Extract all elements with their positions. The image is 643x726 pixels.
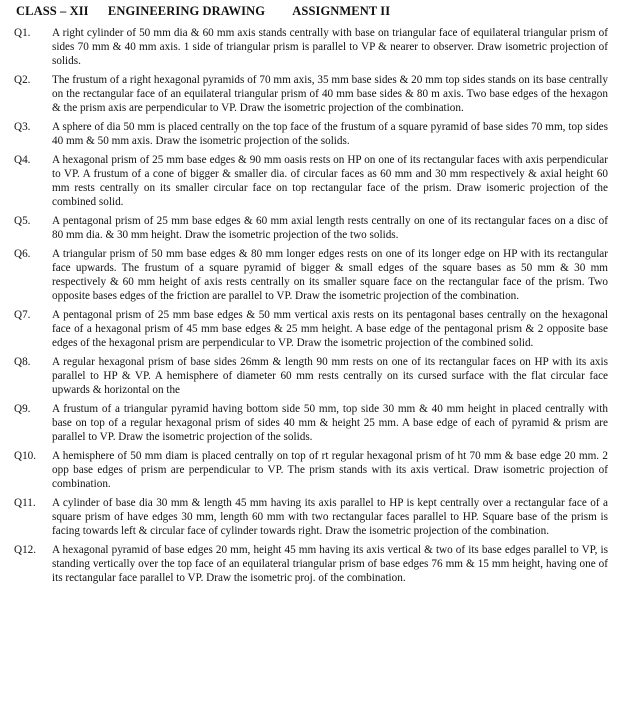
question-number: Q9.	[14, 403, 31, 415]
question-number: Q11.	[14, 497, 36, 509]
question-text: A right cylinder of 50 mm dia & 60 mm axis stands centrally with base on triangular face of equilateral triangular prism of sides 70 mm & 40 mm axis. 1 side of triangular prism is parallel to VP & nearer to observer. Draw isometric projection of solids.	[52, 27, 608, 67]
question-text: A triangular prism of 50 mm base edges & 80 mm longer edges rests on one of its longer edge on HP with its rectangular face upwards. The frustum of a square pyramid of bigger & small edges of the square bases as 50 mm & 30 mm respectively & 60 mm height of axis rests centrally on its smaller square face on the rectangular face of the prism. Two opposite bases edges of the friction are parallel to VP. Draw the isometric projection of the combination.	[52, 248, 608, 302]
question-item	[14, 449, 608, 491]
question-item	[14, 26, 608, 68]
question-text: A sphere of dia 50 mm is placed centrally on the top face of the frustum of a square pyramid of base sides 70 mm, top sides 40 mm & 50 mm axis. Draw the isometric projection of the solids.	[52, 121, 608, 147]
class-label: CLASS – XII	[16, 4, 89, 18]
question-number: Q3.	[14, 121, 31, 133]
subject-label: ENGINEERING DRAWING	[107, 4, 266, 18]
question-item	[14, 120, 608, 148]
page-header	[16, 4, 390, 19]
question-item	[14, 543, 608, 585]
question-text: A hexagonal pyramid of base edges 20 mm, height 45 mm having its axis vertical & two of its base edges parallel to VP, is standing vertically over the top face of an equilateral triangular prism of base edges 76 mm & 15 mm height, having one of its rectangular face parallel to VP. Draw the isometric proj. of the combination.	[52, 544, 608, 584]
question-text: A cylinder of base dia 30 mm & length 45 mm having its axis parallel to HP is kept centrally over a rectangular face of a square prism of have edges 30 mm, length 60 mm with two rectangular faces parallel to HP. Square base of the prism is facing towards left & circular face of cylinder towards right. Draw the isometric projection of the combination.	[52, 497, 608, 537]
question-item	[14, 355, 608, 397]
question-text: A hexagonal prism of 25 mm base edges & 90 mm oasis rests on HP on one of its rectangular faces with axis perpendicular to VP. A frustum of a cone of bigger & smaller dia. of circular faces as 60 mm and 30 mm respectively & axial height 60 mm rests centrally on its smaller circular face on top rectangular face of the prism. Draw isomeric projection of the combined solid.	[52, 154, 608, 208]
question-text: A pentagonal prism of 25 mm base edges & 50 mm vertical axis rests on its pentagonal bases centrally on the hexagonal face of a hexagonal prism of 45 mm base edges & 25 mm height. A base edge of the pentagonal prism & 2 opposite base edges of the hexagonal prism are perpendicular to VP. Draw the isometric projection of the combined solid.	[52, 309, 608, 349]
question-list	[14, 26, 608, 590]
question-item	[14, 73, 608, 115]
question-item	[14, 402, 608, 444]
question-number: Q5.	[14, 215, 31, 227]
question-number: Q4.	[14, 154, 31, 166]
question-text: A pentagonal prism of 25 mm base edges & 60 mm axial length rests centrally on one of its rectangular faces on a disc of 80 mm dia. & 30 mm height. Draw the isometric projection of the two solids.	[52, 215, 608, 241]
assignment-title: ASSIGNMENT II	[292, 4, 391, 18]
question-item	[14, 308, 608, 350]
question-number: Q6.	[14, 248, 31, 260]
question-item	[14, 247, 608, 303]
question-number: Q2.	[14, 74, 31, 86]
question-item	[14, 214, 608, 242]
question-number: Q8.	[14, 356, 31, 368]
question-item	[14, 496, 608, 538]
question-text: A regular hexagonal prism of base sides 26mm & length 90 mm rests on one of its rectangular faces on HP with its axis parallel to HP & VP. A hemisphere of diameter 60 mm rests centrally on its cursed surface with the flat circular face upwards & horizontal on the	[52, 356, 608, 396]
question-number: Q12.	[14, 544, 37, 556]
question-text: A frustum of a triangular pyramid having bottom side 50 mm, top side 30 mm & 40 mm height in placed centrally with base on top of a regular hexagonal prism of sides 40 mm & height 25 mm. A base edge of each of pyramid & prism are parallel to VP. Draw the isometric projection of the solids.	[52, 403, 608, 443]
question-text: A hemisphere of 50 mm diam is placed centrally on top of rt regular hexagonal prism of ht 70 mm & base edge 20 mm. 2 opp base edges of prism are perpendicular to VP. The prism stands with its axis vertical. Draw isometric projection of combination.	[52, 450, 608, 490]
question-item	[14, 153, 608, 209]
question-number: Q7.	[14, 309, 31, 321]
question-number: Q10.	[14, 450, 37, 462]
question-number: Q1.	[14, 27, 31, 39]
question-text: The frustum of a right hexagonal pyramids of 70 mm axis, 35 mm base sides & 20 mm top sides stands on its base centrally on the rectangular face of an equilateral triangular prism of 40 mm base sides & 80 m axis. Two base edges of the hexagon & the prism axis are perpendicular to VP. Draw the isometric projection of the combination.	[52, 74, 608, 114]
